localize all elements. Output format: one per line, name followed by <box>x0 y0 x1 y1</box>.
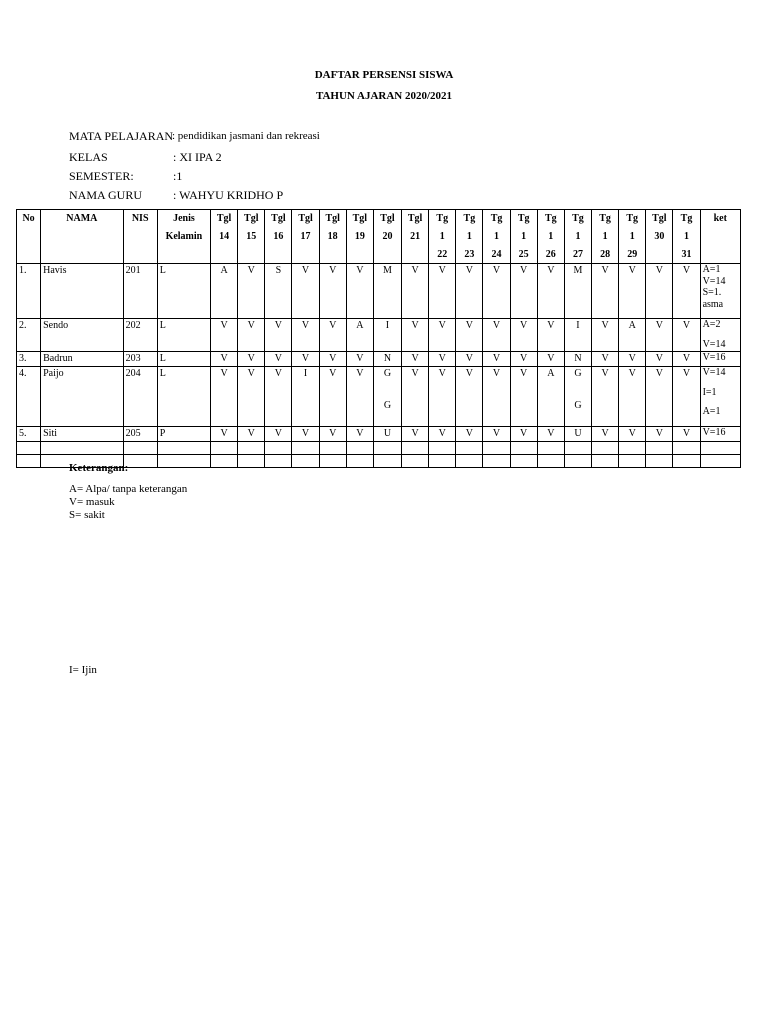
meta-value-subject: : pendidikan jasmani dan rekreasi <box>172 130 320 142</box>
cell-no: 4. <box>17 367 41 427</box>
header-date: Tgl 17 <box>292 210 319 264</box>
cell-attendance: V <box>319 352 346 367</box>
empty-cell <box>373 442 401 455</box>
cell-jenis-kelamin: L <box>157 319 210 352</box>
empty-cell <box>123 442 157 455</box>
cell-attendance: V <box>319 264 346 319</box>
document-title: DAFTAR PERSENSI SISWA <box>314 69 454 81</box>
cell-attendance: V <box>238 367 265 427</box>
cell-attendance: V <box>429 264 456 319</box>
header-no: No <box>17 210 41 264</box>
meta-label-class: KELAS <box>69 150 108 164</box>
header-date: Tg 1 25 <box>510 210 537 264</box>
empty-cell <box>238 455 265 468</box>
cell-attendance: V <box>456 427 483 442</box>
note-item: A= Alpa/ tanpa keterangan <box>69 483 188 495</box>
empty-cell <box>592 442 619 455</box>
cell-attendance: V <box>402 367 429 427</box>
cell-attendance: V <box>537 319 564 352</box>
cell-attendance: A <box>619 319 646 352</box>
empty-cell <box>483 455 510 468</box>
cell-attendance: V <box>456 352 483 367</box>
cell-attendance: V <box>238 352 265 367</box>
cell-attendance: V <box>292 264 319 319</box>
cell-attendance: V <box>619 352 646 367</box>
cell-attendance: M <box>373 264 401 319</box>
cell-attendance: V <box>483 264 510 319</box>
cell-attendance: V <box>619 367 646 427</box>
cell-attendance: A <box>211 264 238 319</box>
empty-cell <box>157 455 210 468</box>
cell-attendance: V <box>510 427 537 442</box>
header-date: Tg 1 24 <box>483 210 510 264</box>
cell-attendance: V <box>673 427 700 442</box>
header-date: Tgl 20 <box>373 210 401 264</box>
meta-value-class: : XI IPA 2 <box>173 150 222 164</box>
empty-cell <box>292 455 319 468</box>
empty-cell <box>646 455 673 468</box>
meta-value-semester: :1 <box>173 169 183 183</box>
cell-attendance: V <box>211 367 238 427</box>
notes-title: Keterangan: <box>69 462 129 474</box>
empty-cell <box>238 442 265 455</box>
cell-jenis-kelamin: P <box>157 427 210 442</box>
empty-cell <box>673 442 700 455</box>
cell-attendance: V <box>456 264 483 319</box>
header-date: Tgl 30 <box>646 210 673 264</box>
cell-attendance: V <box>673 352 700 367</box>
cell-attendance: V <box>265 367 292 427</box>
cell-attendance: I <box>373 319 401 352</box>
empty-cell <box>292 442 319 455</box>
cell-attendance: V <box>592 319 619 352</box>
empty-cell <box>483 442 510 455</box>
empty-cell <box>373 455 401 468</box>
cell-attendance: V <box>346 427 373 442</box>
cell-attendance: V <box>673 319 700 352</box>
cell-attendance: I <box>292 367 319 427</box>
empty-cell <box>265 442 292 455</box>
cell-attendance: V <box>211 352 238 367</box>
empty-cell <box>265 455 292 468</box>
cell-attendance: V <box>265 319 292 352</box>
cell-attendance: V <box>592 352 619 367</box>
empty-cell <box>456 442 483 455</box>
empty-cell <box>564 442 591 455</box>
cell-jenis-kelamin: L <box>157 367 210 427</box>
empty-cell <box>646 442 673 455</box>
cell-attendance: V <box>510 352 537 367</box>
empty-cell <box>429 442 456 455</box>
cell-no: 3. <box>17 352 41 367</box>
table-row <box>17 352 741 367</box>
cell-attendance: V <box>592 367 619 427</box>
empty-cell <box>510 442 537 455</box>
table-header-row <box>17 210 741 264</box>
cell-attendance: V <box>483 367 510 427</box>
cell-attendance: V <box>537 264 564 319</box>
empty-cell <box>211 455 238 468</box>
cell-attendance: G G <box>564 367 591 427</box>
cell-nama: Havis <box>41 264 123 319</box>
header-date: Tg 1 22 <box>429 210 456 264</box>
cell-attendance: V <box>646 427 673 442</box>
cell-attendance: V <box>402 264 429 319</box>
cell-attendance: V <box>429 319 456 352</box>
table-row <box>17 427 741 442</box>
cell-attendance: V <box>402 352 429 367</box>
cell-attendance: V <box>265 352 292 367</box>
cell-attendance: V <box>483 352 510 367</box>
cell-attendance: V <box>265 427 292 442</box>
cell-nama: Sendo <box>41 319 123 352</box>
cell-ket: A=2 V=14 <box>700 319 740 352</box>
cell-attendance: V <box>483 319 510 352</box>
empty-cell <box>429 455 456 468</box>
cell-attendance: V <box>346 352 373 367</box>
empty-cell <box>456 455 483 468</box>
empty-cell <box>319 455 346 468</box>
attendance-table <box>16 209 741 468</box>
empty-cell <box>346 455 373 468</box>
cell-attendance: V <box>510 264 537 319</box>
cell-no: 2. <box>17 319 41 352</box>
cell-attendance: V <box>211 319 238 352</box>
meta-label-semester: SEMESTER: <box>69 169 134 183</box>
header-date: Tgl 14 <box>211 210 238 264</box>
header-ket: ket <box>700 210 740 264</box>
cell-attendance: V <box>537 352 564 367</box>
cell-attendance: I <box>564 319 591 352</box>
empty-cell <box>537 455 564 468</box>
cell-attendance: V <box>292 352 319 367</box>
cell-attendance: V <box>238 427 265 442</box>
empty-cell <box>17 442 41 455</box>
cell-no: 1. <box>17 264 41 319</box>
cell-ket: V=14 I=1 A=1 <box>700 367 740 427</box>
cell-attendance: A <box>537 367 564 427</box>
cell-nama: Siti <box>41 427 123 442</box>
header-date: Tgl 15 <box>238 210 265 264</box>
header-nis: NIS <box>123 210 157 264</box>
cell-no: 5. <box>17 427 41 442</box>
cell-nis: 202 <box>123 319 157 352</box>
cell-attendance: N <box>564 352 591 367</box>
cell-ket: A=1 V=14 S=1. asma <box>700 264 740 319</box>
cell-attendance: V <box>238 319 265 352</box>
cell-attendance: S <box>265 264 292 319</box>
header-date: Tgl 18 <box>319 210 346 264</box>
meta-label-subject: MATA PELAJARAN <box>69 129 174 143</box>
cell-attendance: V <box>456 367 483 427</box>
empty-cell <box>700 455 740 468</box>
cell-attendance: V <box>292 319 319 352</box>
cell-nis: 203 <box>123 352 157 367</box>
empty-cell <box>402 455 429 468</box>
empty-cell <box>211 442 238 455</box>
note-item: S= sakit <box>69 509 105 521</box>
cell-nama: Paijo <box>41 367 123 427</box>
cell-attendance: G G <box>373 367 401 427</box>
empty-cell <box>673 455 700 468</box>
empty-cell <box>510 455 537 468</box>
note-item: V= masuk <box>69 496 115 508</box>
cell-attendance: V <box>238 264 265 319</box>
cell-attendance: V <box>646 352 673 367</box>
header-date: Tg 1 28 <box>592 210 619 264</box>
cell-attendance: V <box>673 264 700 319</box>
cell-attendance: V <box>211 427 238 442</box>
empty-row <box>17 442 741 455</box>
cell-attendance: V <box>292 427 319 442</box>
cell-attendance: V <box>646 264 673 319</box>
empty-cell <box>700 442 740 455</box>
empty-cell <box>319 442 346 455</box>
header-date: Tg 1 23 <box>456 210 483 264</box>
table-row <box>17 319 741 352</box>
cell-attendance: V <box>619 264 646 319</box>
document-subtitle: TAHUN AJARAN 2020/2021 <box>315 90 453 102</box>
cell-ket: V=16 <box>700 427 740 442</box>
cell-attendance: V <box>429 352 456 367</box>
cell-nama: Badrun <box>41 352 123 367</box>
table-row <box>17 367 741 427</box>
cell-attendance: U <box>373 427 401 442</box>
cell-jenis-kelamin: L <box>157 352 210 367</box>
cell-attendance: V <box>346 264 373 319</box>
cell-attendance: V <box>429 367 456 427</box>
note-item-ijin: I= Ijin <box>69 664 97 676</box>
cell-ket: V=16 <box>700 352 740 367</box>
header-date: Tg 1 27 <box>564 210 591 264</box>
empty-cell <box>564 455 591 468</box>
cell-attendance: V <box>510 319 537 352</box>
cell-jenis-kelamin: L <box>157 264 210 319</box>
empty-cell <box>41 442 123 455</box>
empty-cell <box>619 455 646 468</box>
cell-attendance: V <box>402 319 429 352</box>
cell-attendance: M <box>564 264 591 319</box>
cell-nis: 204 <box>123 367 157 427</box>
empty-cell <box>17 455 41 468</box>
cell-attendance: V <box>537 427 564 442</box>
header-nama: NAMA <box>41 210 123 264</box>
empty-cell <box>346 442 373 455</box>
empty-cell <box>157 442 210 455</box>
cell-attendance: V <box>673 367 700 427</box>
cell-attendance: N <box>373 352 401 367</box>
header-date: Tgl 19 <box>346 210 373 264</box>
empty-cell <box>402 442 429 455</box>
cell-attendance: V <box>646 367 673 427</box>
cell-attendance: V <box>319 319 346 352</box>
meta-label-teacher: NAMA GURU <box>69 188 143 202</box>
cell-attendance: V <box>646 319 673 352</box>
cell-attendance: V <box>456 319 483 352</box>
cell-attendance: V <box>619 427 646 442</box>
cell-attendance: V <box>592 264 619 319</box>
cell-attendance: U <box>564 427 591 442</box>
header-date: Tg 1 26 <box>537 210 564 264</box>
cell-attendance: V <box>429 427 456 442</box>
header-date: Tgl 16 <box>265 210 292 264</box>
cell-nis: 205 <box>123 427 157 442</box>
table-row <box>17 264 741 319</box>
header-date: Tg 1 29 <box>619 210 646 264</box>
cell-attendance: V <box>319 367 346 427</box>
empty-cell <box>592 455 619 468</box>
meta-value-teacher: : WAHYU KRIDHO P <box>173 188 284 202</box>
header-date: Tg 1 31 <box>673 210 700 264</box>
empty-cell <box>537 442 564 455</box>
cell-attendance: V <box>402 427 429 442</box>
empty-cell <box>619 442 646 455</box>
cell-nis: 201 <box>123 264 157 319</box>
header-jenis-kelamin: Jenis Kelamin <box>157 210 210 264</box>
cell-attendance: A <box>346 319 373 352</box>
cell-attendance: V <box>346 367 373 427</box>
cell-attendance: V <box>510 367 537 427</box>
cell-attendance: V <box>483 427 510 442</box>
cell-attendance: V <box>319 427 346 442</box>
header-date: Tgl 21 <box>402 210 429 264</box>
cell-attendance: V <box>592 427 619 442</box>
